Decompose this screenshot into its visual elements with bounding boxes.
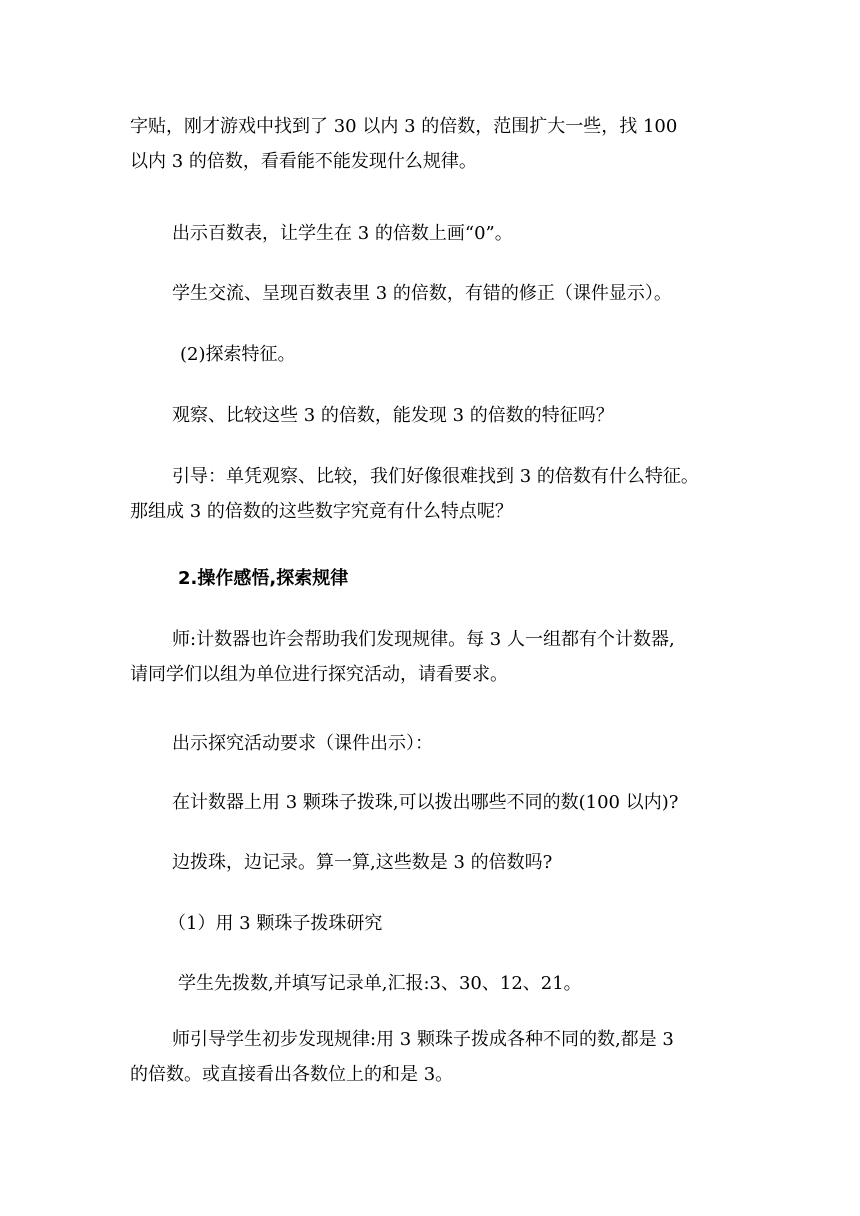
paragraph-observe-compare [172, 398, 742, 433]
paragraph-student-report [178, 966, 748, 1001]
paragraph-record [172, 845, 742, 880]
paragraph-teacher-guide-rule [130, 1022, 730, 1092]
text-line: （1）用 3 颗珠子拨珠研究 [168, 913, 383, 934]
section-heading [178, 561, 748, 596]
text-line: 学生交流、呈现百数表里 3 的倍数，有错的修正（课件显示）。 [172, 283, 672, 304]
text-line: 引导：单凭观察、比较，我们好像很难找到 3 的倍数有什么特征。 [172, 466, 699, 487]
text-line: 字贴，刚才游戏中找到了 30 以内 3 的倍数，范围扩大一些，找 100 [130, 116, 678, 137]
text-line: 在计数器上用 3 颗珠子拨珠,可以拨出哪些不同的数(100 以内)? [172, 792, 679, 813]
text-line: 学生先拨数,并填写记录单,汇报:3、30、12、21。 [178, 973, 582, 994]
paragraph-guide [130, 459, 730, 529]
text-line: 出示探究活动要求（课件出示）： [172, 733, 433, 754]
paragraph-counter-beads [172, 785, 742, 820]
paragraph-show-table [172, 216, 742, 251]
text-line: 观察、比较这些 3 的倍数，能发现 3 的倍数的特征吗？ [172, 405, 614, 426]
text-line: 请同学们以组为单位进行探究活动，请看要求。 [130, 664, 508, 685]
heading-text: 2.操作感悟,探索规律 [178, 568, 349, 589]
paragraph-teacher-counter [130, 622, 730, 692]
text-line: 出示百数表，让学生在 3 的倍数上画“0”。 [172, 223, 513, 244]
text-line: 以内 3 的倍数，看看能不能发现什么规律。 [130, 151, 477, 172]
text-line: 的倍数。或直接看出各数位上的和是 3。 [130, 1064, 454, 1085]
paragraph-student-exchange [172, 276, 742, 311]
text-line: 边拨珠，边记录。算一算,这些数是 3 的倍数吗? [172, 852, 553, 873]
paragraph-intro [130, 109, 730, 179]
text-line: (2)探索特征。 [180, 344, 296, 365]
text-line: 那组成 3 的倍数的这些数字究竟有什么特点呢？ [130, 501, 513, 522]
paragraph-explore-features [180, 337, 750, 372]
text-line: 师引导学生初步发现规律:用 3 颗珠子拨成各种不同的数,都是 3 [172, 1029, 674, 1050]
paragraph-activity-requirements [172, 726, 742, 761]
text-line: 师:计数器也许会帮助我们发现规律。每 3 人一组都有个计数器, [172, 629, 675, 650]
paragraph-three-beads [168, 906, 738, 941]
